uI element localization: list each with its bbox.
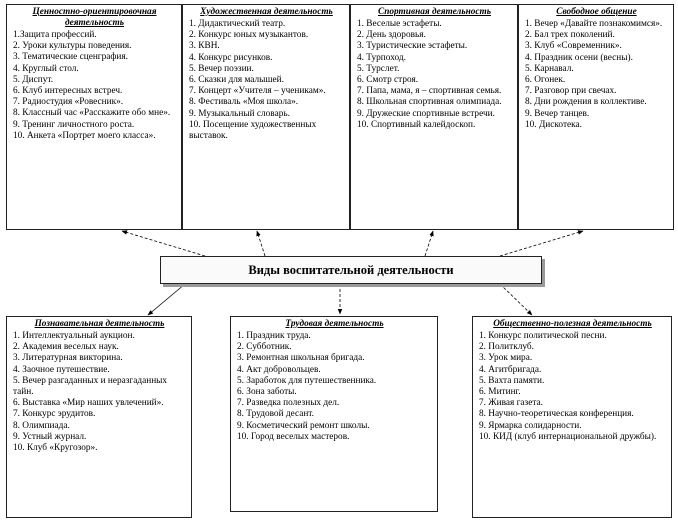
list-item: 8. Олимпиада. xyxy=(13,420,70,431)
list-item: 7. Радиостудия «Ровесник». xyxy=(13,97,124,108)
list-item: 5. Диспут. xyxy=(13,74,54,85)
box-sport-activity xyxy=(350,4,518,230)
list-item: 10. КИД (клуб интернациональной дружбы). xyxy=(479,431,657,442)
arrow-to-cognitive xyxy=(148,284,185,315)
list-item: 5. Заработок для путешественника. xyxy=(237,375,377,386)
list-item: 4. Конкурс рисунков. xyxy=(189,52,273,63)
list-item: 4. Праздник осени (весны). xyxy=(525,52,633,63)
list-item: 6. Огонек. xyxy=(525,75,566,86)
box-free-communication xyxy=(518,4,674,230)
box-labor-activity xyxy=(230,316,438,512)
list-item: 9. Косметический ремонт школы. xyxy=(237,420,370,431)
list-item: 2. Политклуб. xyxy=(479,342,534,353)
list-item: 7. Папа, мама, я – спортивная семья. xyxy=(357,86,502,97)
list-item: 10. Дискотека. xyxy=(525,119,582,130)
list-item: 8. Фестиваль «Моя школа». xyxy=(189,97,299,108)
box-cognitive-activity xyxy=(6,316,192,518)
list-item: 1. Вечер «Давайте познакомимся». xyxy=(525,19,663,29)
list-item: 5. Вечер разгаданных и неразгаданных тайн. xyxy=(13,375,168,398)
list-item: 1. Дидактический театр. xyxy=(189,19,286,29)
arrow-to-sport xyxy=(425,231,433,256)
list-item: 6. Сказки для малышей. xyxy=(189,75,284,86)
list-item: 5. Вахта памяти. xyxy=(479,375,545,386)
arrow-to-values xyxy=(122,231,205,256)
box-title: Общественно-полезная деятельность xyxy=(493,319,652,329)
list-item: 9. Дружеские спортивные встречи. xyxy=(357,108,495,119)
list-item: 2. Конкурс юных музыкантов. xyxy=(189,30,309,41)
box-title: Ценностно-ориентировочная деятельность xyxy=(32,7,157,28)
arrow-to-free xyxy=(500,231,583,256)
arrow-to-social xyxy=(500,284,532,315)
list-item: 5. Вечер поэзии. xyxy=(189,63,254,74)
list-item: 3. Клуб «Современник». xyxy=(525,41,622,52)
list-item: 3. Урок мира. xyxy=(479,353,533,364)
center-node xyxy=(160,256,542,284)
list-item: 8. Школьная спортивная олимпиада. xyxy=(357,97,502,108)
list-item: 10. Спортивный калейдоскоп. xyxy=(357,119,476,130)
box-title: Познавательная деятельность xyxy=(34,319,165,329)
list-item: 8. Классный час «Расскажите обо мне». xyxy=(13,108,171,119)
list-item: 1. Интеллектуальный аукцион. xyxy=(13,331,135,341)
list-item: 4. Круглый стол. xyxy=(13,63,79,74)
box-title: Спортивная деятельность xyxy=(378,7,491,17)
list-item: 1. Праздник труда. xyxy=(237,331,311,341)
list-item: 9. Тренинг личностного роста. xyxy=(13,119,135,130)
list-item: 7. Конкурс эрудитов. xyxy=(13,409,96,420)
list-item: 2. Субботник. xyxy=(237,342,292,353)
list-item: 9. Вечер танцев. xyxy=(525,108,590,119)
arrow-to-art xyxy=(257,231,265,256)
list-item: 9. Музыкальный словарь. xyxy=(189,108,290,119)
box-art-activity xyxy=(182,4,350,230)
list-item: 6. Митинг. xyxy=(479,387,521,398)
list-item: 3. Тематические сценграфия. xyxy=(13,52,128,63)
list-item: 2. Академия веселых наук. xyxy=(13,342,119,353)
list-item: 6. Выставка «Мир наших увлечений». xyxy=(13,398,164,409)
list-item: 4. Акт добровольцев. xyxy=(237,364,321,375)
list-item: 6. Смотр строя. xyxy=(357,75,419,86)
box-title: Свободное общение xyxy=(556,7,637,17)
list-item: 6. Клуб интересных встреч. xyxy=(13,86,123,97)
list-item: 1. Конкурс политической песни. xyxy=(479,331,607,341)
list-item: 8. Научно-теоретическая конференция. xyxy=(479,409,634,420)
list-item: 2. Уроки культуры поведения. xyxy=(13,41,132,52)
list-item: 7. Разведка полезных дел. xyxy=(237,398,340,409)
box-title: Трудовая деятельность xyxy=(285,319,384,329)
list-item: 7. Живая газета. xyxy=(479,398,543,409)
list-item: 7. Разговор при свечах. xyxy=(525,86,617,97)
list-item: 10. Клуб «Кругозор». xyxy=(13,443,98,454)
list-item: 4. Турпоход. xyxy=(357,52,406,63)
list-item: 5. Карнавал. xyxy=(525,63,574,74)
list-item: 8. Дни рождения в коллективе. xyxy=(525,97,647,108)
list-item: 1.Защита профессий. xyxy=(13,30,97,40)
list-item: 2. День здоровья. xyxy=(357,30,426,41)
list-item: 6. Зона заботы. xyxy=(237,387,297,398)
list-item: 3. Ремонтная школьная бригада. xyxy=(237,353,365,364)
list-item: 9. Ярмарка солидарности. xyxy=(479,420,582,431)
list-item: 1. Веселые эстафеты. xyxy=(357,19,442,29)
list-item: 8. Трудовой десант. xyxy=(237,409,314,420)
list-item: 3. Туристические эстафеты. xyxy=(357,41,468,52)
list-item: 4. Заочное путешествие. xyxy=(13,364,110,375)
list-item: 10. Посещение художественных выставок. xyxy=(189,119,317,142)
center-label: Виды воспитательной деятельности xyxy=(248,262,454,277)
list-item: 3. Литературная викторина. xyxy=(13,353,123,364)
list-item: 7. Концерт «Учителя – ученикам». xyxy=(189,86,326,97)
list-item: 5. Турслет. xyxy=(357,63,400,74)
list-item: 3. КВН. xyxy=(189,41,220,52)
box-values-activity xyxy=(6,4,182,230)
list-item: 10. Анкета «Портрет моего класса». xyxy=(13,130,156,141)
list-item: 9. Устный журнал. xyxy=(13,431,87,442)
list-item: 2. Бал трех поколений. xyxy=(525,30,615,41)
list-item: 10. Город веселых мастеров. xyxy=(237,431,350,442)
box-social-activity xyxy=(472,316,672,518)
list-item: 4. Агитбригада. xyxy=(479,364,542,375)
box-title: Художественная деятельность xyxy=(200,7,333,17)
